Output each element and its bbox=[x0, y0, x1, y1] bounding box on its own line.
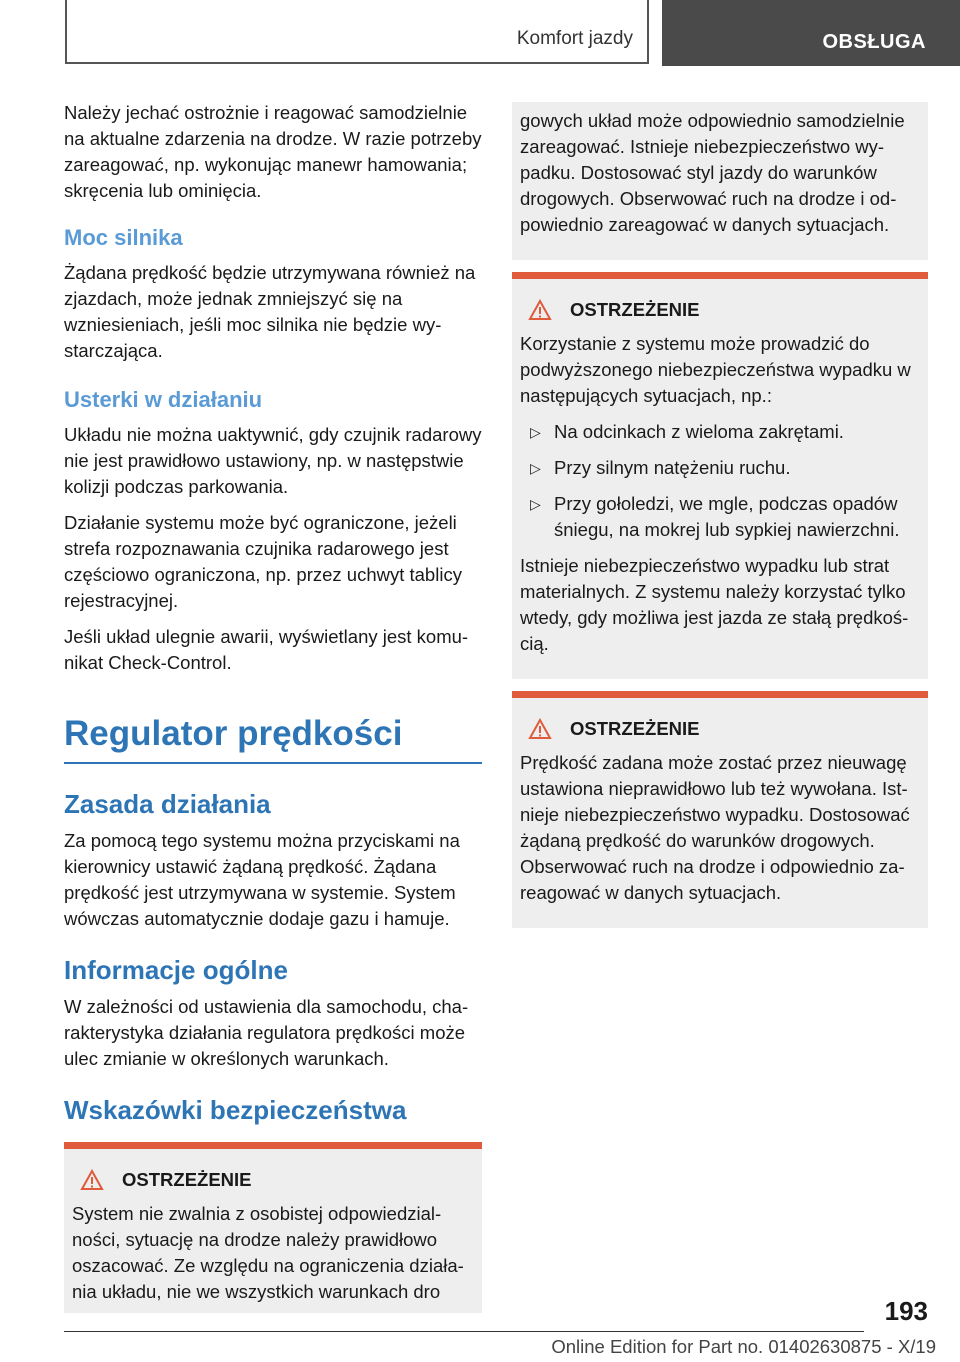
intro-paragraph: Należy jechać ostrożnie i reagować samodzielnie na aktualne zdarzenia na drodze. W razie potrzeby zareagować, np. wykonując manewr hamowania; skręcenia lub ominięcia. bbox=[64, 102, 482, 201]
warning-2-outro: Istnieje niebezpieczeństwo wypadku lub strat materialnych. Z systemu należy korzystać tylko wtedy, gdy możliwa jest jazda ze stałą prędkością. bbox=[520, 555, 909, 654]
heading-usterki: Usterki w działaniu bbox=[64, 387, 263, 412]
warning-2-list bbox=[520, 419, 920, 543]
list-item: ▷ Na odcinkach z wieloma zakrętami. bbox=[520, 419, 920, 445]
heading-zasada: Zasada działania bbox=[64, 789, 271, 819]
warning-title bbox=[72, 1169, 474, 1191]
warning-2-intro: Korzystanie z systemu może prowadzić do podwyższonego niebezpieczeństwa wypadku w następujących sytuacjach, np.: bbox=[520, 333, 911, 406]
left-column bbox=[64, 100, 482, 1313]
warning-1-continued-text: gowych układ może odpowiednio samodzielnie zareagować. Istnieje niebezpieczeństwo wypadku. Dostosować styl jazdy do warunków drogowych. Obserwować ruch na drodze i odpowiednio zareagować w danych sytuacjach. bbox=[520, 110, 905, 235]
bullet-triangle-icon: ▷ bbox=[530, 460, 541, 476]
right-column bbox=[512, 102, 928, 928]
heading-informacje: Informacje ogólne bbox=[64, 955, 288, 985]
bullet-triangle-icon: ▷ bbox=[530, 496, 541, 512]
heading-moc-silnika: Moc silnika bbox=[64, 225, 183, 250]
chapter-tab[interactable]: OBSŁUGA bbox=[662, 0, 960, 66]
warning-box-1 bbox=[64, 1142, 482, 1313]
page-number: 193 bbox=[884, 1296, 928, 1326]
bullet-triangle-icon: ▷ bbox=[530, 424, 541, 440]
warning-3-text: Prędkość zadana może zostać przez nieuwagę ustawiona nieprawidłowo lub też wywołana. Istnieje niebezpieczeństwo wypadku. Dostosować żądaną prędkość do warunków drogowych. Obserwować ruch na drodze i odpowiednio zareagować w danych sytuacjach. bbox=[520, 752, 910, 903]
warning-box-3 bbox=[512, 691, 928, 928]
informacje-paragraph: W zależności od ustawienia dla samochodu, charakterystyka działania regulatora prędkości może ulec zmianie w określonych warunkach. bbox=[64, 996, 469, 1069]
footer-divider bbox=[64, 1331, 864, 1332]
warning-box-1-continued bbox=[512, 102, 928, 260]
list-item: ▷ Przy gołoledzi, we mgle, podczas opadów śniegu, na mokrej lub sypkiej nawierzchni. bbox=[530, 493, 900, 540]
warning-title-text: OSTRZEŻENIE bbox=[570, 718, 700, 739]
warning-triangle-icon bbox=[528, 299, 552, 321]
usterki-paragraph-1: Układu nie można uaktywnić, gdy czujnik radarowy nie jest prawidłowo ustawiony, np. w następstwie kolizji podczas parkowania. bbox=[64, 424, 482, 497]
warning-1-text: System nie zwalnia z osobistej odpowiedzialności, sytuację na drodze należy prawidłowo oszacować. Ze względu na ograniczenia działania układu, nie we wszystkich warunkach dro bbox=[72, 1203, 464, 1302]
footer-edition: Online Edition for Part no. 01402630875 - X/19 bbox=[551, 1336, 936, 1357]
warning-title bbox=[520, 299, 920, 321]
chapter-heading: Regulator prędkości bbox=[64, 712, 482, 764]
section-title: Komfort jazdy bbox=[516, 28, 633, 49]
warning-box-2 bbox=[512, 272, 928, 679]
list-item: ▷ Przy silnym natężeniu ruchu. bbox=[520, 455, 920, 481]
warning-triangle-icon bbox=[528, 718, 552, 740]
warning-triangle-icon bbox=[80, 1169, 104, 1191]
header-frame bbox=[65, 0, 649, 64]
warning-title bbox=[520, 718, 920, 740]
moc-paragraph: Żądana prędkość będzie utrzymywana również na zjazdach, może jednak zmniejszyć się na wzniesieniach, jeśli moc silnika nie będzie wystarczająca. bbox=[64, 262, 476, 361]
heading-wskazowki: Wskazówki bezpieczeństwa bbox=[64, 1095, 407, 1125]
usterki-paragraph-2: Działanie systemu może być ograniczone, jeżeli strefa rozpoznawania czujnika radarowego jest częściowo ograniczona, np. przez uchwyt tablicy rejestracyjnej. bbox=[64, 512, 462, 611]
zasada-paragraph: Za pomocą tego systemu można przyciskami na kierownicy ustawić żądaną prędkość. Żądana prędkość jest utrzymywana w systemie. System wówczas automatycznie dodaje gazu i hamuje. bbox=[64, 830, 460, 929]
warning-title-text: OSTRZEŻENIE bbox=[570, 299, 700, 320]
usterki-paragraph-3: Jeśli układ ulegnie awarii, wyświetlany jest komunikat Check-Control. bbox=[64, 626, 469, 673]
warning-title-text: OSTRZEŻENIE bbox=[122, 1169, 252, 1190]
